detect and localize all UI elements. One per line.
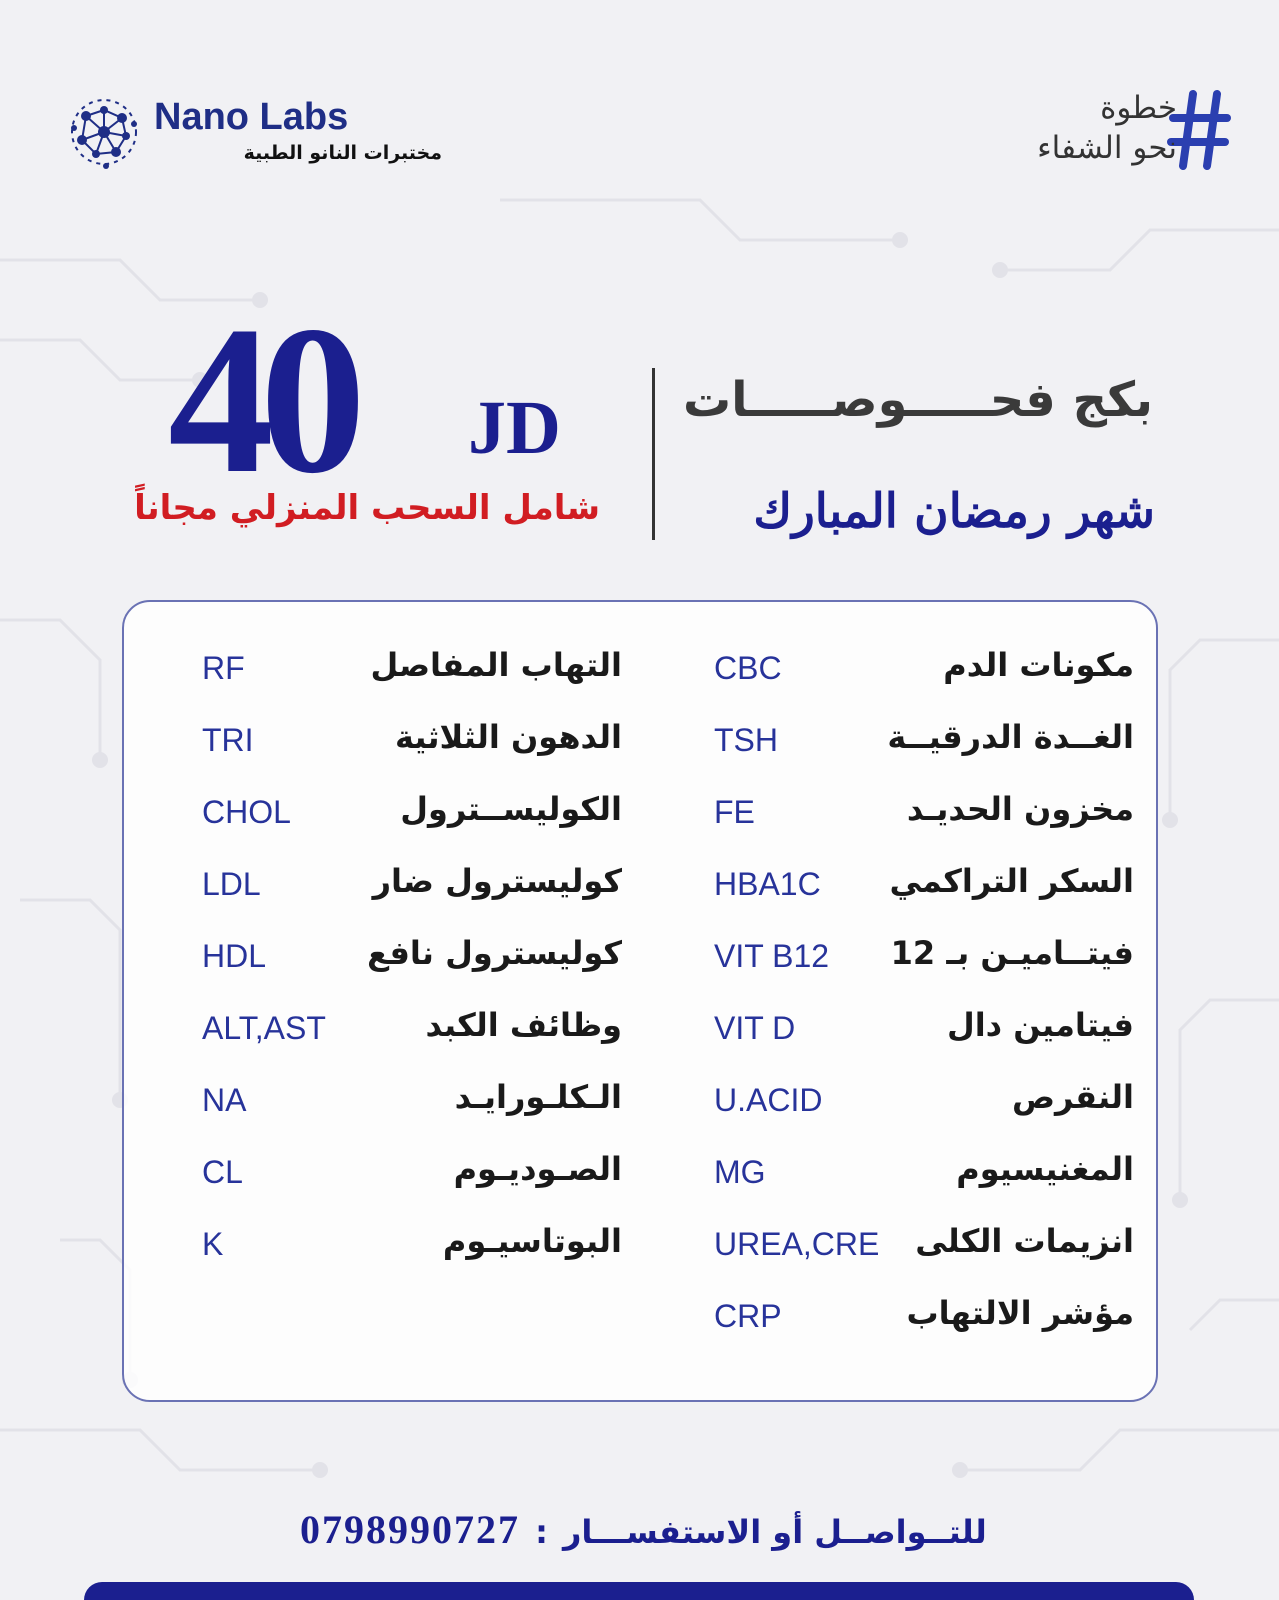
test-code: VIT D (714, 1010, 796, 1046)
test-code: FE (714, 794, 755, 830)
test-item (202, 646, 622, 718)
test-item (714, 1294, 1134, 1366)
tagline-line-2: نحو الشفاء (1037, 130, 1177, 166)
test-code: HBA1C (714, 866, 821, 902)
test-name: فيتامين دال (946, 1006, 1134, 1044)
test-item (202, 718, 622, 790)
tests-card (122, 600, 1158, 1402)
test-name: كوليسترول نافع (367, 934, 622, 972)
contact-line (300, 1506, 987, 1553)
test-name: مؤشر الالتهاب (906, 1294, 1134, 1332)
test-name: الدهون الثلاثية (395, 718, 622, 756)
logo-name: Nano Labs (154, 96, 349, 138)
test-item (202, 790, 622, 862)
test-code: CHOL (202, 794, 291, 830)
test-name: البوتاسيـوم (442, 1222, 622, 1260)
test-item (202, 1006, 622, 1078)
test-item (714, 1006, 1134, 1078)
test-code: CBC (714, 650, 782, 686)
test-item (714, 934, 1134, 1006)
test-name: النقرص (1011, 1078, 1134, 1116)
test-name: المغنيسيوم (956, 1150, 1134, 1188)
test-code: TRI (202, 722, 254, 758)
test-item (202, 934, 622, 1006)
test-name: وظائف الكبد (425, 1006, 622, 1044)
test-item (714, 1078, 1134, 1150)
test-name: السكر التراكمي (889, 862, 1134, 900)
tests-column-left (202, 646, 622, 1294)
test-code: HDL (202, 938, 267, 974)
test-item (714, 646, 1134, 718)
test-code: LDL (202, 866, 261, 902)
tagline-line-1: خطوة (1100, 90, 1177, 126)
test-code: CL (202, 1154, 243, 1190)
test-code: NA (202, 1082, 247, 1118)
price-amount: 40 (168, 282, 352, 517)
bottom-bar (84, 1582, 1194, 1600)
brand-logo (66, 94, 442, 174)
logo-subtitle: مختبرات النانو الطبية (243, 142, 442, 164)
contact-label: للتــواصــل أو الاستفســـار (562, 1513, 987, 1551)
test-name: الغــدة الدرقيــة (887, 718, 1134, 756)
test-name: انزيمات الكلى (915, 1222, 1134, 1260)
package-subtitle: شهر رمضان المبارك (753, 484, 1155, 539)
test-code: VIT B12 (714, 938, 830, 974)
test-name: الـكلـورايـد (454, 1078, 622, 1116)
hero-divider (652, 368, 655, 540)
test-name: الكوليســترول (400, 790, 622, 828)
test-name: مكونات الدم (943, 646, 1134, 684)
test-code: TSH (714, 722, 778, 758)
test-code: CRP (714, 1298, 782, 1334)
test-code: U.ACID (714, 1082, 823, 1118)
test-name: كوليسترول ضار (372, 862, 622, 900)
test-item (714, 790, 1134, 862)
price-currency: JD (468, 386, 561, 470)
test-item (714, 1150, 1134, 1222)
test-item (202, 1078, 622, 1150)
test-item (202, 1222, 622, 1294)
test-item (714, 1222, 1134, 1294)
test-name: الصـوديـوم (453, 1150, 622, 1188)
test-name: مخزون الحديـد (906, 790, 1134, 828)
test-item (202, 1150, 622, 1222)
molecule-network-icon (66, 94, 142, 170)
contact-phone[interactable]: 0798990727 (300, 1507, 520, 1552)
test-item (202, 862, 622, 934)
tagline (911, 86, 1231, 176)
test-item (714, 862, 1134, 934)
test-code: MG (714, 1154, 766, 1190)
tests-column-right (714, 646, 1134, 1366)
test-name: التهاب المفاصل (370, 646, 622, 684)
test-name: فيتــاميـن بـ 12 (890, 934, 1134, 972)
price-note: شامل السحب المنزلي مجاناً (134, 488, 600, 528)
test-code: RF (202, 650, 245, 686)
test-code: UREA,CRE (714, 1226, 880, 1262)
contact-separator: : (535, 1513, 548, 1551)
test-code: K (202, 1226, 224, 1262)
test-code: ALT,AST (202, 1010, 326, 1046)
package-title: بكج فحـــــوصـــــات (682, 372, 1153, 428)
test-item (714, 718, 1134, 790)
